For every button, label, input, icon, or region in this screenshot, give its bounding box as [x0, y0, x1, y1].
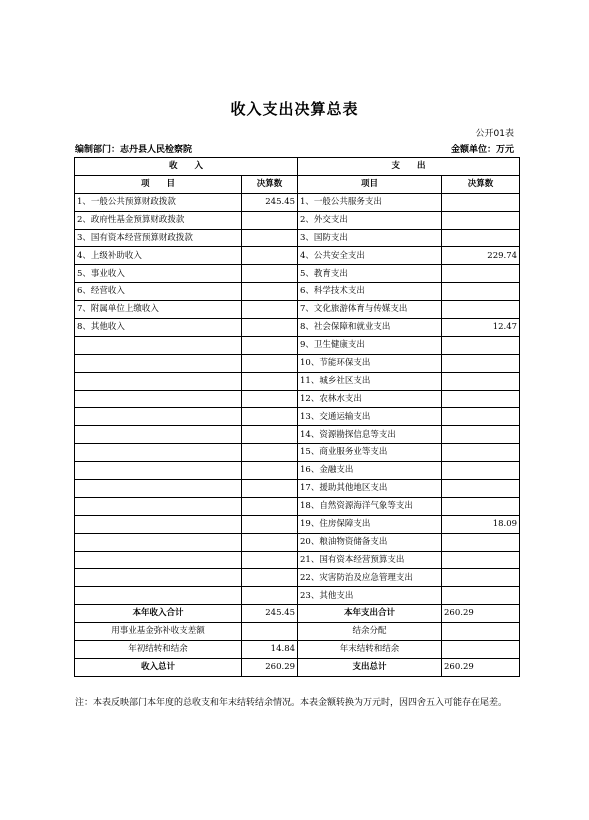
expense-item-cell: 23、其他支出: [298, 587, 442, 605]
summary-income-label: 本年收入合计: [75, 605, 242, 623]
expense-item-cell: 8、社会保障和就业支出: [298, 319, 442, 337]
expense-amount-cell: [442, 426, 520, 444]
income-item-cell: 2、政府性基金预算财政拨款: [75, 211, 242, 229]
expense-amount-cell: 12.47: [442, 319, 520, 337]
summary-income-label: 用事业基金弥补收支差额: [75, 623, 242, 641]
table-row: [75, 211, 520, 229]
expense-amount-cell: 18.09: [442, 515, 520, 533]
expense-item-cell: 15、商业服务业等支出: [298, 444, 442, 462]
summary-income-amount: [242, 623, 298, 641]
income-amount-cell: [242, 587, 298, 605]
expense-item-cell: 11、城乡社区支出: [298, 372, 442, 390]
summary-income-amount: 14.84: [242, 641, 298, 659]
expense-amount-cell: [442, 551, 520, 569]
expense-item-cell: 10、节能环保支出: [298, 354, 442, 372]
summary-expense-amount: [442, 641, 520, 659]
income-item-cell: [75, 390, 242, 408]
table-code: 公开01表: [475, 129, 514, 139]
expense-item-cell: 18、自然资源海洋气象等支出: [298, 497, 442, 515]
summary-income-amount: 260.29: [242, 658, 298, 676]
amount-unit: 金额单位：万元: [450, 145, 514, 155]
income-item-cell: [75, 426, 242, 444]
income-amount-cell: [242, 462, 298, 480]
expense-amount-cell: [442, 390, 520, 408]
expense-item-cell: 4、公共安全支出: [298, 247, 442, 265]
summary-income-label: 收入总计: [75, 658, 242, 676]
expense-item-cell: 2、外交支出: [298, 211, 442, 229]
income-item-cell: [75, 372, 242, 390]
income-amount-header: 决算数: [242, 175, 298, 193]
income-item-cell: [75, 444, 242, 462]
expense-item-cell: 6、科学技术支出: [298, 283, 442, 301]
summary-row: [75, 641, 520, 659]
income-amount-cell: [242, 229, 298, 247]
table-row: [75, 193, 520, 211]
table-row: [75, 444, 520, 462]
summary-row: [75, 605, 520, 623]
table-row: [75, 569, 520, 587]
income-item-cell: [75, 497, 242, 515]
summary-income-label: 年初结转和结余: [75, 641, 242, 659]
income-amount-cell: [242, 444, 298, 462]
table-row: [75, 229, 520, 247]
expense-item-cell: 7、文化旅游体育与传媒支出: [298, 301, 442, 319]
income-amount-cell: [242, 390, 298, 408]
income-amount-cell: [242, 211, 298, 229]
summary-expense-label: 结余分配: [298, 623, 442, 641]
income-item-cell: 7、附属单位上缴收入: [75, 301, 242, 319]
expense-item-cell: 16、金融支出: [298, 462, 442, 480]
expense-amount-cell: [442, 408, 520, 426]
income-amount-cell: [242, 408, 298, 426]
income-amount-cell: [242, 265, 298, 283]
table-row: [75, 551, 520, 569]
income-amount-cell: [242, 319, 298, 337]
table-row: [75, 354, 520, 372]
income-amount-cell: [242, 480, 298, 498]
expense-item-cell: 19、住房保障支出: [298, 515, 442, 533]
table-row: [75, 480, 520, 498]
expense-item-cell: 13、交通运输支出: [298, 408, 442, 426]
table-row: [75, 515, 520, 533]
summary-row: [75, 658, 520, 676]
table-row: [75, 390, 520, 408]
income-item-cell: 6、经营收入: [75, 283, 242, 301]
income-amount-cell: [242, 301, 298, 319]
expense-amount-cell: [442, 372, 520, 390]
income-item-cell: [75, 336, 242, 354]
summary-income-amount: 245.45: [242, 605, 298, 623]
income-amount-cell: [242, 354, 298, 372]
expense-item-cell: 20、粮油物资储备支出: [298, 533, 442, 551]
expense-item-cell: 21、国有资本经营预算支出: [298, 551, 442, 569]
expense-header: 支 出: [298, 158, 520, 176]
income-item-cell: [75, 569, 242, 587]
expense-item-cell: 9、卫生健康支出: [298, 336, 442, 354]
table-row: [75, 319, 520, 337]
column-header-row: [75, 175, 520, 193]
expense-amount-cell: [442, 462, 520, 480]
compiling-department: 编制部门：志丹县人民检察院: [75, 145, 193, 155]
income-amount-cell: [242, 283, 298, 301]
expense-amount-cell: [442, 301, 520, 319]
summary-expense-amount: [442, 623, 520, 641]
expense-amount-cell: [442, 444, 520, 462]
income-amount-cell: [242, 515, 298, 533]
table-row: [75, 533, 520, 551]
income-item-cell: [75, 587, 242, 605]
expense-amount-cell: [442, 265, 520, 283]
expense-amount-cell: [442, 569, 520, 587]
expense-amount-cell: [442, 354, 520, 372]
income-item-cell: 8、其他收入: [75, 319, 242, 337]
income-amount-cell: [242, 551, 298, 569]
budget-table: [74, 157, 520, 677]
expense-amount-cell: [442, 211, 520, 229]
income-amount-cell: [242, 372, 298, 390]
income-item-cell: 3、国有资本经营预算财政拨款: [75, 229, 242, 247]
expense-item-cell: 14、资源勘探信息等支出: [298, 426, 442, 444]
income-item-cell: [75, 533, 242, 551]
income-item-cell: 1、一般公共预算财政拨款: [75, 193, 242, 211]
summary-expense-amount: 260.29: [442, 605, 520, 623]
summary-expense-label: 本年支出合计: [298, 605, 442, 623]
income-amount-cell: [242, 336, 298, 354]
income-item-cell: [75, 408, 242, 426]
income-item-cell: [75, 551, 242, 569]
table-row: [75, 462, 520, 480]
summary-expense-label: 支出总计: [298, 658, 442, 676]
income-amount-cell: 245.45: [242, 193, 298, 211]
summary-expense-label: 年末结转和结余: [298, 641, 442, 659]
income-item-cell: 5、事业收入: [75, 265, 242, 283]
expense-item-header: 项目: [298, 175, 442, 193]
expense-amount-cell: [442, 497, 520, 515]
income-amount-cell: [242, 497, 298, 515]
table-row: [75, 336, 520, 354]
summary-row: [75, 623, 520, 641]
expense-amount-cell: [442, 336, 520, 354]
income-amount-cell: [242, 247, 298, 265]
income-header: 收 入: [75, 158, 298, 176]
table-row: [75, 587, 520, 605]
expense-item-cell: 5、教育支出: [298, 265, 442, 283]
income-item-cell: [75, 462, 242, 480]
section-header-row: [75, 158, 520, 176]
table-row: [75, 426, 520, 444]
summary-expense-amount: 260.29: [442, 658, 520, 676]
expense-item-cell: 3、国防支出: [298, 229, 442, 247]
expense-amount-cell: [442, 229, 520, 247]
table-row: [75, 283, 520, 301]
income-item-cell: [75, 480, 242, 498]
income-amount-cell: [242, 569, 298, 587]
income-amount-cell: [242, 533, 298, 551]
table-row: [75, 372, 520, 390]
expense-amount-cell: 229.74: [442, 247, 520, 265]
expense-item-cell: 1、一般公共服务支出: [298, 193, 442, 211]
income-item-cell: [75, 354, 242, 372]
footnote: 注：本表反映部门本年度的总收支和年末结转结余情况。本表金额转换为万元时，因四舍五入可能存在尾差。: [75, 698, 508, 708]
table-row: [75, 301, 520, 319]
income-item-cell: [75, 515, 242, 533]
expense-amount-header: 决算数: [442, 175, 520, 193]
expense-item-cell: 22、灾害防治及应急管理支出: [298, 569, 442, 587]
income-amount-cell: [242, 426, 298, 444]
expense-amount-cell: [442, 480, 520, 498]
expense-item-cell: 12、农林水支出: [298, 390, 442, 408]
expense-amount-cell: [442, 587, 520, 605]
table-row: [75, 247, 520, 265]
expense-item-cell: 17、援助其他地区支出: [298, 480, 442, 498]
expense-amount-cell: [442, 533, 520, 551]
table-row: [75, 265, 520, 283]
table-row: [75, 408, 520, 426]
income-item-cell: 4、上级补助收入: [75, 247, 242, 265]
income-item-header: 项 目: [75, 175, 242, 193]
expense-amount-cell: [442, 283, 520, 301]
table-row: [75, 497, 520, 515]
expense-amount-cell: [442, 193, 520, 211]
page-title: 收入支出决算总表: [230, 100, 359, 118]
